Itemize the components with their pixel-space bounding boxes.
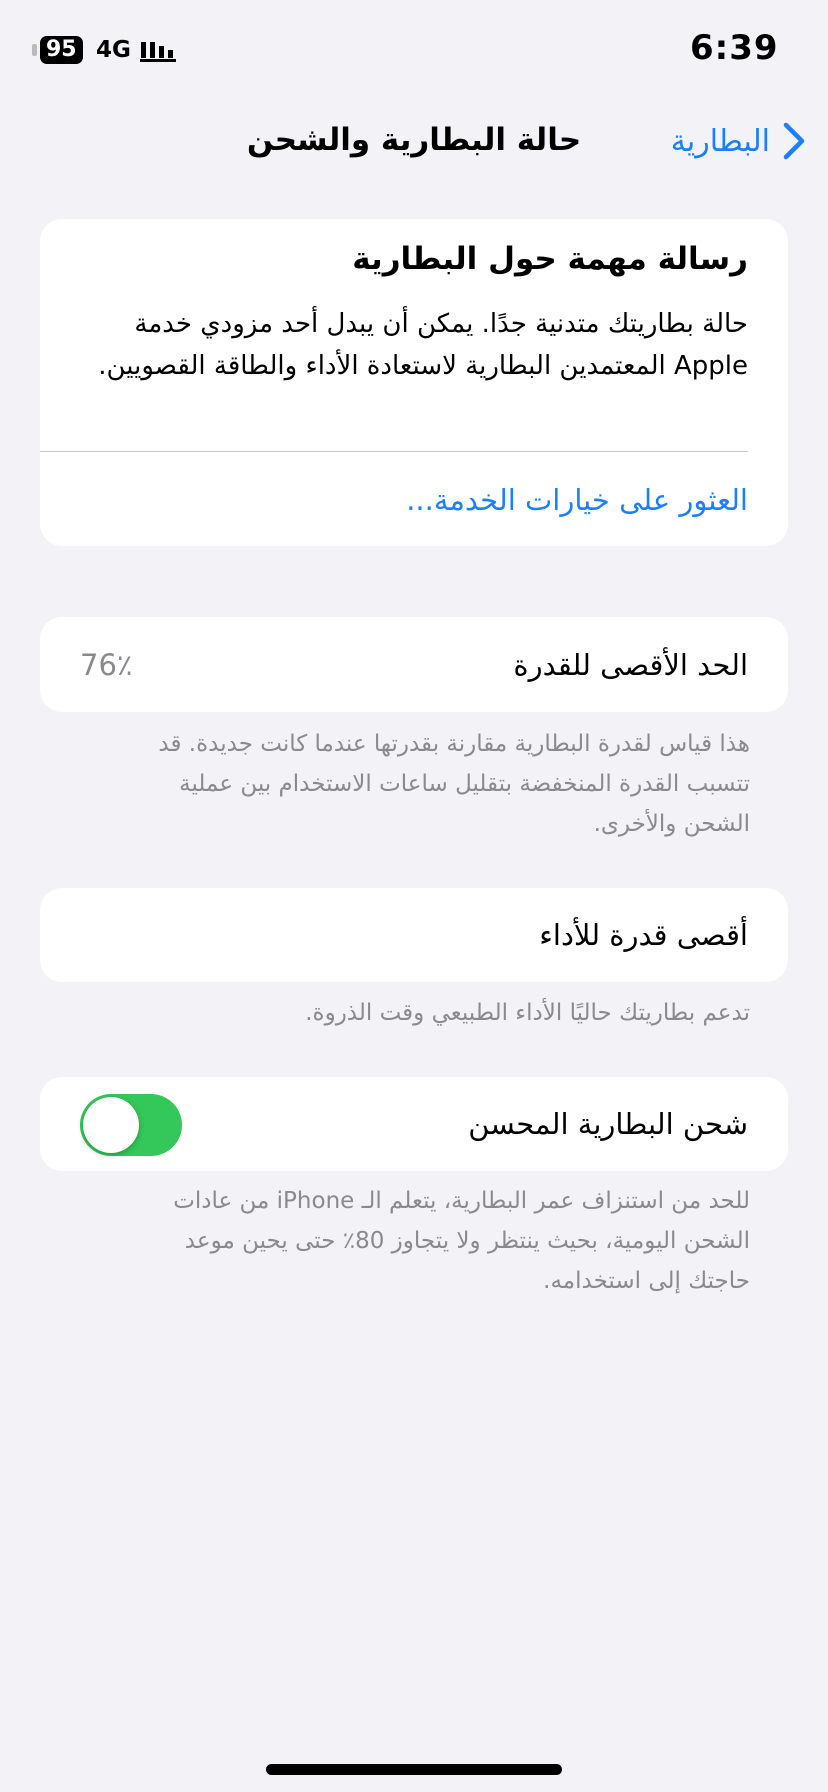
optimized-charging-footnote: للحد من استنزاف عمر البطارية، يتعلم الـ iPhone من عادات الشحن اليومية، بحيث ينتظر ولا يتجاوز 80٪ حتى يحين موعد حاجتك إلى استخدامه.: [173, 1188, 750, 1294]
message-title: رسالة مهمة حول البطارية: [352, 241, 748, 277]
important-message-card: [40, 219, 788, 546]
message-body: حالة بطاريتك متدنية جدًا. يمكن أن يبدل أحد مزودي خدمة Apple المعتمدين البطارية لاستعادة الأداء والطاقة القصويين.: [98, 309, 748, 381]
max-capacity-value: 76٪: [80, 647, 133, 682]
home-indicator[interactable]: [266, 1764, 562, 1775]
chevron-left-icon: [782, 121, 806, 161]
toggle-knob: [83, 1097, 139, 1153]
optimized-charging-toggle[interactable]: [80, 1094, 182, 1156]
max-capacity-row: [40, 617, 788, 712]
peak-performance-footnote: تدعم بطاريتك حاليًا الأداء الطبيعي وقت الذروة.: [305, 1000, 750, 1026]
peak-performance-label: أقصى قدرة للأداء: [539, 918, 748, 952]
status-bar: [0, 0, 828, 100]
optimized-charging-row: [40, 1077, 788, 1171]
battery-cap: [32, 44, 37, 56]
signal-bars-icon: [140, 36, 178, 64]
battery-level-badge: 95: [40, 36, 83, 64]
back-button-label: البطارية: [670, 123, 770, 159]
clock: 6:39: [690, 28, 779, 68]
optimized-charging-label: شحن البطارية المحسن: [468, 1107, 748, 1141]
divider: [40, 451, 748, 452]
network-type: 4G: [96, 37, 131, 63]
peak-performance-row: [40, 888, 788, 982]
navigation-bar: [0, 100, 828, 180]
find-service-options-link[interactable]: العثور على خيارات الخدمة...: [406, 483, 748, 517]
max-capacity-label: الحد الأقصى للقدرة: [513, 647, 748, 682]
max-capacity-footnote: هذا قياس لقدرة البطارية مقارنة بقدرتها عندما كانت جديدة. قد تتسبب القدرة المنخفضة بتقليل ساعات الاستخدام بين عملية الشحن والأخرى.: [158, 731, 750, 837]
page-title: حالة البطارية والشحن: [246, 122, 582, 158]
back-button[interactable]: [671, 118, 806, 164]
